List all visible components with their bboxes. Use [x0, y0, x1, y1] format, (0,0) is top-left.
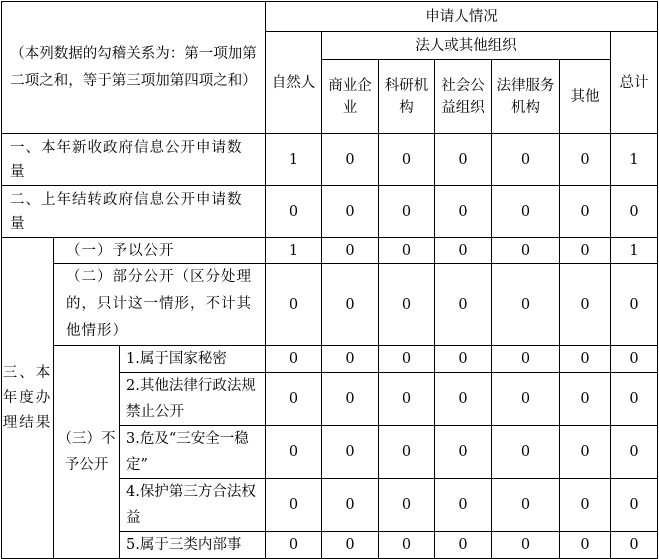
table-cell: 0	[435, 264, 492, 346]
legal-group-header: 法人或其他组织	[322, 32, 611, 60]
table-cell: 0	[492, 532, 560, 559]
table-cell: 0	[560, 186, 611, 238]
reason-label: 4.保护第三方合法权益	[120, 479, 266, 532]
commercial-header: 商业企业	[322, 60, 379, 134]
table-cell: 0	[560, 346, 611, 373]
table-cell: 0	[266, 373, 322, 426]
table-cell: 0	[435, 373, 492, 426]
legal-service-header: 法律服务机构	[492, 60, 560, 134]
table-cell: 0	[322, 373, 379, 426]
table-cell: 0	[322, 186, 379, 238]
row-partial-disclosure-label: （二）部分公开（区分处理的，只计这一情形，不计其他情形）	[54, 264, 266, 346]
table-cell: 0	[322, 479, 379, 532]
table-cell: 1	[266, 134, 322, 186]
table-cell: 0	[435, 134, 492, 186]
table-cell: 0	[266, 264, 322, 346]
table-cell: 0	[322, 264, 379, 346]
table-cell: 0	[492, 346, 560, 373]
table-cell: 0	[322, 238, 379, 264]
table-cell: 1	[611, 134, 658, 186]
table-cell: 0	[322, 346, 379, 373]
table-cell: 0	[322, 134, 379, 186]
table-cell: 0	[266, 426, 322, 479]
section-results-label: 三、本年度办理结果	[2, 238, 54, 559]
research-header: 科研机构	[379, 60, 435, 134]
other-header: 其他	[560, 60, 611, 134]
table-cell: 0	[322, 426, 379, 479]
table-cell: 0	[611, 479, 658, 532]
table-cell: 0	[492, 134, 560, 186]
table-cell: 0	[266, 479, 322, 532]
table-cell: 0	[560, 134, 611, 186]
table-cell: 0	[492, 264, 560, 346]
natural-person-header: 自然人	[266, 32, 322, 134]
table-cell: 0	[379, 264, 435, 346]
info-disclosure-table	[1, 1, 658, 559]
table-cell: 0	[379, 426, 435, 479]
table-cell: 0	[322, 532, 379, 559]
table-cell: 0	[560, 238, 611, 264]
table-cell: 0	[379, 186, 435, 238]
table-cell: 0	[435, 238, 492, 264]
table-cell: 0	[435, 346, 492, 373]
table-cell: 0	[435, 426, 492, 479]
reason-label: 1.属于国家秘密	[120, 346, 266, 373]
table-cell: 0	[611, 186, 658, 238]
applicant-situation-header: 申请人情况	[266, 2, 658, 32]
table-cell: 0	[492, 426, 560, 479]
table-cell: 0	[379, 373, 435, 426]
table-cell: 0	[611, 532, 658, 559]
table-cell: 0	[379, 532, 435, 559]
table-cell: 0	[611, 426, 658, 479]
table-cell: 0	[435, 479, 492, 532]
table-cell: 0	[492, 238, 560, 264]
table-cell: 0	[379, 238, 435, 264]
table-cell: 0	[492, 373, 560, 426]
row-new-applications-label: 一、本年新收政府信息公开申请数量	[2, 134, 266, 186]
table-cell: 0	[379, 134, 435, 186]
table-cell: 0	[560, 264, 611, 346]
reason-label: 3.危及“三安全一稳定”	[120, 426, 266, 479]
table-cell: 0	[560, 426, 611, 479]
table-cell: 0	[560, 532, 611, 559]
table-cell: 0	[560, 479, 611, 532]
table-cell: 0	[266, 186, 322, 238]
table-cell: 0	[266, 346, 322, 373]
table-cell: 0	[266, 532, 322, 559]
row-non-disclosure-label: （三）不予公开	[54, 346, 120, 559]
table-cell: 0	[611, 346, 658, 373]
header-note: （本列数据的勾稽关系为：第一项加第二项之和，等于第三项加第四项之和）	[2, 2, 266, 134]
reason-label: 5.属于三类内部事	[120, 532, 266, 559]
row-carryover-label: 二、上年结转政府信息公开申请数量	[2, 186, 266, 238]
social-welfare-header: 社会公益组织	[435, 60, 492, 134]
table-cell: 0	[435, 186, 492, 238]
reason-label: 2.其他法律行政法规禁止公开	[120, 373, 266, 426]
table-cell: 0	[492, 479, 560, 532]
total-header: 总计	[611, 32, 658, 134]
row-full-disclosure-label: （一）予以公开	[54, 238, 266, 264]
table-cell: 0	[611, 264, 658, 346]
table-cell: 1	[266, 238, 322, 264]
table-cell: 0	[435, 532, 492, 559]
table-cell: 0	[379, 479, 435, 532]
table-cell: 0	[492, 186, 560, 238]
table-cell: 0	[611, 373, 658, 426]
table-cell: 0	[379, 346, 435, 373]
table-cell: 0	[560, 373, 611, 426]
table-cell: 1	[611, 238, 658, 264]
